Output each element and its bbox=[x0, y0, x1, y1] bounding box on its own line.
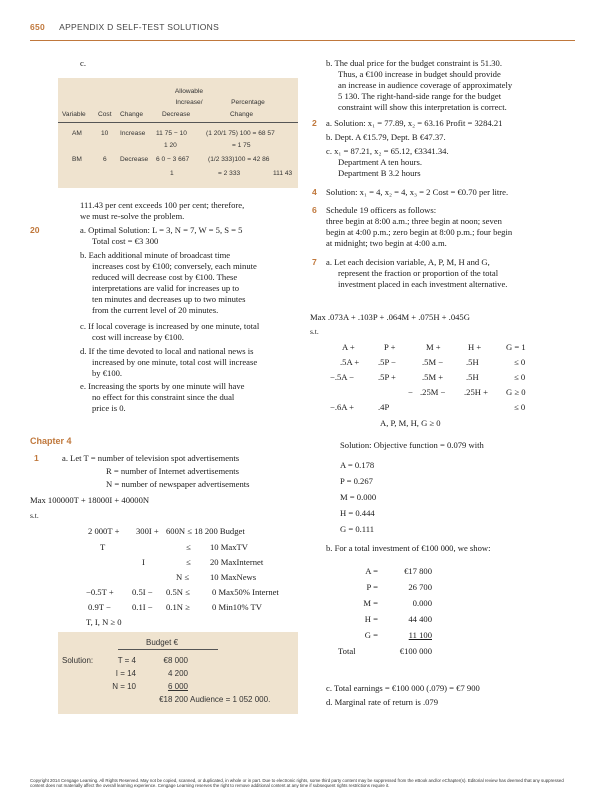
p1-a1: a. Let T = number of television spot advertisements bbox=[62, 453, 240, 463]
note-line-2: we must re-solve the problem. bbox=[80, 211, 185, 221]
d-marginal: d. Marginal rate of return is .079 bbox=[326, 697, 439, 707]
inv-total-value: €100 000 bbox=[399, 646, 432, 656]
cell-r3-change: Decrease bbox=[120, 156, 149, 163]
p7-3: investment placed in each investment alternative. bbox=[338, 279, 508, 289]
cell-r4-pct2: 111 43 bbox=[273, 170, 293, 177]
table-rule bbox=[58, 122, 298, 123]
r5-a: −.6A + bbox=[330, 402, 355, 412]
cell-r3-cost: 6 bbox=[103, 156, 107, 163]
copyright-footer: Copyright 2014 Cengage Learning. All Rights Reserved. May not be copied, scanned, or duplicated, in whole or in part. Due to electronic rights, some third party content may be suppressed from the eBook and/or eChapter(s). Editorial review has deemed that any suppressed content does not materially affect the overall learning experience. Cengage Learning reserves the right to remove additional content at any time if subsequent rights restrictions require it. bbox=[30, 777, 564, 788]
r1-g: G = 1 bbox=[506, 342, 526, 352]
r4-minus: − bbox=[408, 387, 413, 397]
p20-e2: no effect for this constraint since the dual bbox=[92, 392, 235, 402]
r2-rhs: ≤ 0 bbox=[514, 357, 526, 367]
c4-c: 10 MaxNews bbox=[210, 572, 257, 582]
r-b4: 5 130. The right-hand-side range for the budget bbox=[338, 91, 502, 101]
c7-nonneg: T, I, N ≥ 0 bbox=[86, 617, 122, 627]
cell-r1-pct: (1 20/1 75) 100 = 68 57 bbox=[206, 130, 275, 137]
sol-t-cost: €8 000 bbox=[163, 656, 188, 665]
c3-a: I bbox=[142, 557, 145, 567]
r3-h: .5H bbox=[466, 372, 479, 382]
sol-i-cost: 4 200 bbox=[167, 669, 188, 678]
th-change2: Change bbox=[230, 111, 254, 118]
th-change: Change bbox=[120, 111, 144, 118]
p6-3: begin at 4:00 p.m.; zero begin at 8:00 p.m.; four begin bbox=[326, 227, 513, 237]
r3-m: .5M + bbox=[422, 372, 444, 382]
budget-head: Budget € bbox=[146, 638, 179, 647]
r-b1: b. The dual price for the budget constraint is 51.30. bbox=[326, 58, 502, 68]
r4-rhs: G ≥ 0 bbox=[506, 387, 526, 397]
r1-p: P + bbox=[384, 342, 396, 352]
c6-c: 0.1N ≥ bbox=[166, 602, 190, 612]
c5-b: 0.5I − bbox=[132, 587, 153, 597]
c1-c: 600N ≤ 18 200 Budget bbox=[166, 526, 245, 536]
inv-g-value: 11 100 bbox=[408, 630, 432, 640]
cell-r2-dec: 1 20 bbox=[164, 142, 177, 149]
cell-r3-var: BM bbox=[72, 156, 82, 163]
budget-rule bbox=[118, 649, 218, 650]
p2-c3: Department B 3.2 hours bbox=[338, 168, 421, 178]
r-b3: an increase in audience coverage of approximately bbox=[338, 80, 513, 90]
r2-h: .5H bbox=[466, 357, 479, 367]
r4-m: .25M − bbox=[420, 387, 446, 397]
p7-objective: Max .073A + .103P + .064M + .075H + .045G bbox=[310, 312, 470, 322]
p6-2: three begin at 8:00 a.m.; three begin at noon; seven bbox=[326, 216, 502, 226]
th-percentage: Percentage bbox=[231, 99, 265, 106]
p6-1: Schedule 19 officers as follows: bbox=[326, 205, 437, 215]
c5-c: 0.5N ≤ bbox=[166, 587, 190, 597]
audience: Audience = 1 052 000. bbox=[190, 695, 271, 704]
r1-a: A + bbox=[342, 342, 355, 352]
p2-c1: c. x₁ = 87.21, x₂ = 65.12, €3341.34. bbox=[326, 146, 449, 156]
budget-total: €18 200 bbox=[159, 695, 188, 704]
running-title: APPENDIX D SELF-TEST SOLUTIONS bbox=[59, 22, 220, 32]
budget-table bbox=[58, 632, 298, 714]
p20-b5: ten minutes and decreases up to two minutes bbox=[92, 294, 246, 304]
inv-a-label: A = bbox=[365, 566, 378, 576]
c1-b: 300I + bbox=[136, 526, 159, 536]
th-allowable: Allowable bbox=[174, 88, 204, 95]
objective: Max 100000T + 18000I + 40000N bbox=[30, 495, 150, 505]
th-increase: Increase/ bbox=[175, 99, 203, 106]
p2-c2: Department A ten hours. bbox=[338, 157, 423, 167]
sol-m: M = 0.000 bbox=[340, 492, 377, 502]
sol-h: H = 0.444 bbox=[340, 508, 375, 518]
sol-g: G = 0.111 bbox=[340, 524, 375, 534]
page-header bbox=[30, 22, 575, 42]
c4-a: N ≤ bbox=[176, 572, 190, 582]
p20-b4: interpretations are valid for increases up to bbox=[92, 283, 239, 293]
c6-d: 0 Min10% TV bbox=[212, 602, 262, 612]
p20-d1: d. If the time devoted to local and national news is bbox=[80, 346, 254, 356]
inv-total-label: Total bbox=[338, 646, 356, 656]
inv-m-value: 0.000 bbox=[412, 598, 432, 608]
p1-a2: R = number of Internet advertisements bbox=[106, 466, 239, 476]
p20-a: a. Optimal Solution: L = 3, N = 7, W = 5, S = 5 bbox=[80, 225, 243, 235]
p6-4: at midnight; two begin at 4:00 a.m. bbox=[326, 238, 447, 248]
c1-a: 2 000T + bbox=[88, 526, 120, 536]
p20-b6: from the current level of 20 minutes. bbox=[92, 305, 219, 315]
sol-n: N = 10 bbox=[112, 682, 136, 691]
cell-r1-change: Increase bbox=[120, 130, 146, 137]
sol-n-cost: 6 000 bbox=[167, 682, 188, 691]
cell-r4-dec: 1 bbox=[170, 170, 174, 177]
cell-r3-pct: (1/2 333)100 = 42 86 bbox=[208, 156, 270, 163]
r5-p: .4P bbox=[378, 402, 390, 412]
cell-r1-var: AM bbox=[72, 130, 82, 137]
sensitivity-table bbox=[58, 78, 298, 188]
problem-2-number: 2 bbox=[312, 118, 317, 128]
r1-m: M + bbox=[426, 342, 441, 352]
inv-p-value: 26 700 bbox=[408, 582, 432, 592]
p20-c1: c. If local coverage is increased by one minute, total bbox=[80, 321, 260, 331]
r1-h: H + bbox=[468, 342, 482, 352]
item-c-label: c. bbox=[80, 58, 86, 68]
sol-i: I = 14 bbox=[115, 669, 136, 678]
c6-b: 0.1I − bbox=[132, 602, 153, 612]
b-investment: b. For a total investment of €100 000, we show: bbox=[326, 543, 491, 553]
p1-a3: N = number of newspaper advertisements bbox=[106, 479, 250, 489]
note-line-1: 111.43 per cent exceeds 100 per cent; therefore, bbox=[80, 200, 245, 210]
r2-m: .5M − bbox=[422, 357, 444, 367]
chapter-heading: Chapter 4 bbox=[30, 436, 72, 446]
cell-r3-dec: 6 0 − 3 667 bbox=[156, 156, 190, 163]
cell-r4-pct1: = 2 333 bbox=[218, 170, 241, 177]
p20-e3: price is 0. bbox=[92, 403, 126, 413]
c5-a: −0.5T + bbox=[86, 587, 114, 597]
problem-7-number: 7 bbox=[312, 257, 317, 267]
solution-label: Solution: bbox=[62, 656, 94, 665]
c2-b: ≤ bbox=[186, 542, 191, 552]
th-variable: Variable bbox=[62, 111, 86, 118]
p20-b3: reduced will decrease cost by €100. These bbox=[92, 272, 238, 282]
p20-d3: by €100. bbox=[92, 368, 123, 378]
r3-p: .5P + bbox=[378, 372, 396, 382]
p20-b2: increases cost by €100; conversely, each minute bbox=[92, 261, 257, 271]
problem-4-number: 4 bbox=[312, 187, 317, 197]
p7-2: represent the fraction or proportion of the total bbox=[338, 268, 499, 278]
inv-h-value: 44 400 bbox=[408, 614, 432, 624]
r-b5: constraint will show this interpretation is correct. bbox=[338, 102, 507, 112]
p20-b1: b. Each additional minute of broadcast time bbox=[80, 250, 231, 260]
p2-a: a. Solution: x₁ = 77.89, x₂ = 63.16 Profit = 3284.21 bbox=[326, 118, 503, 128]
r6-nonneg: A, P, M, H, G ≥ 0 bbox=[380, 418, 441, 428]
cell-r1-dec: 11 75 − 10 bbox=[156, 130, 187, 137]
st-label: s.t. bbox=[30, 511, 39, 520]
c2-a: T bbox=[100, 542, 106, 552]
r5-rhs: ≤ 0 bbox=[514, 402, 526, 412]
problem-6-number: 6 bbox=[312, 205, 317, 215]
inv-p-label: P = bbox=[366, 582, 378, 592]
problem-1-number: 1 bbox=[34, 453, 39, 463]
c3-c: 20 MaxInternet bbox=[210, 557, 264, 567]
sol-t: T = 4 bbox=[117, 656, 136, 665]
sol-p: P = 0.267 bbox=[340, 476, 373, 486]
inv-a-value: €17 800 bbox=[404, 566, 432, 576]
p7-st: s.t. bbox=[310, 327, 319, 336]
inv-g-label: G = bbox=[364, 630, 378, 640]
p7-1: a. Let each decision variable, A, P, M, H and G, bbox=[326, 257, 490, 267]
c-earnings: c. Total earnings = €100 000 (.079) = €7 900 bbox=[326, 683, 480, 693]
header-divider bbox=[30, 40, 575, 41]
c3-b: ≤ bbox=[186, 557, 191, 567]
p2-b: b. Dept. A €15.79, Dept. B €47.37. bbox=[326, 132, 446, 142]
p20-a2: Total cost = €3 300 bbox=[92, 236, 159, 246]
r3-rhs: ≤ 0 bbox=[514, 372, 526, 382]
sol-a: A = 0.178 bbox=[340, 460, 375, 470]
cell-r2-pct: = 1 75 bbox=[232, 142, 251, 149]
r4-h: .25H + bbox=[464, 387, 488, 397]
inv-m-label: M = bbox=[363, 598, 378, 608]
th-decrease: Decrease bbox=[162, 111, 191, 118]
p20-c2: cost will increase by €100. bbox=[92, 332, 184, 342]
r-b2: Thus, a €100 increase in budget should provide bbox=[338, 69, 501, 79]
p20-e1: e. Increasing the sports by one minute will have bbox=[80, 381, 245, 391]
problem-20-number: 20 bbox=[30, 225, 40, 235]
inv-h-label: H = bbox=[364, 614, 378, 624]
cell-r1-cost: 10 bbox=[101, 130, 109, 137]
page-number: 650 bbox=[30, 22, 46, 32]
objective-result: Solution: Objective function = 0.079 with bbox=[340, 440, 484, 450]
th-cost: Cost bbox=[98, 111, 112, 118]
r2-a: .5A + bbox=[340, 357, 360, 367]
c5-d: 0 Max50% Internet bbox=[212, 587, 279, 597]
p4-text: Solution: x₁ = 4, x₂ = 4, x₃ = 2 Cost = €0.70 per litre. bbox=[326, 187, 509, 197]
c2-c: 10 MaxTV bbox=[210, 542, 248, 552]
p20-d2: increased by one minute, total cost will increase bbox=[92, 357, 258, 367]
r3-a: −.5A − bbox=[330, 372, 355, 382]
c6-a: 0.9T − bbox=[88, 602, 111, 612]
r2-p: .5P − bbox=[378, 357, 396, 367]
